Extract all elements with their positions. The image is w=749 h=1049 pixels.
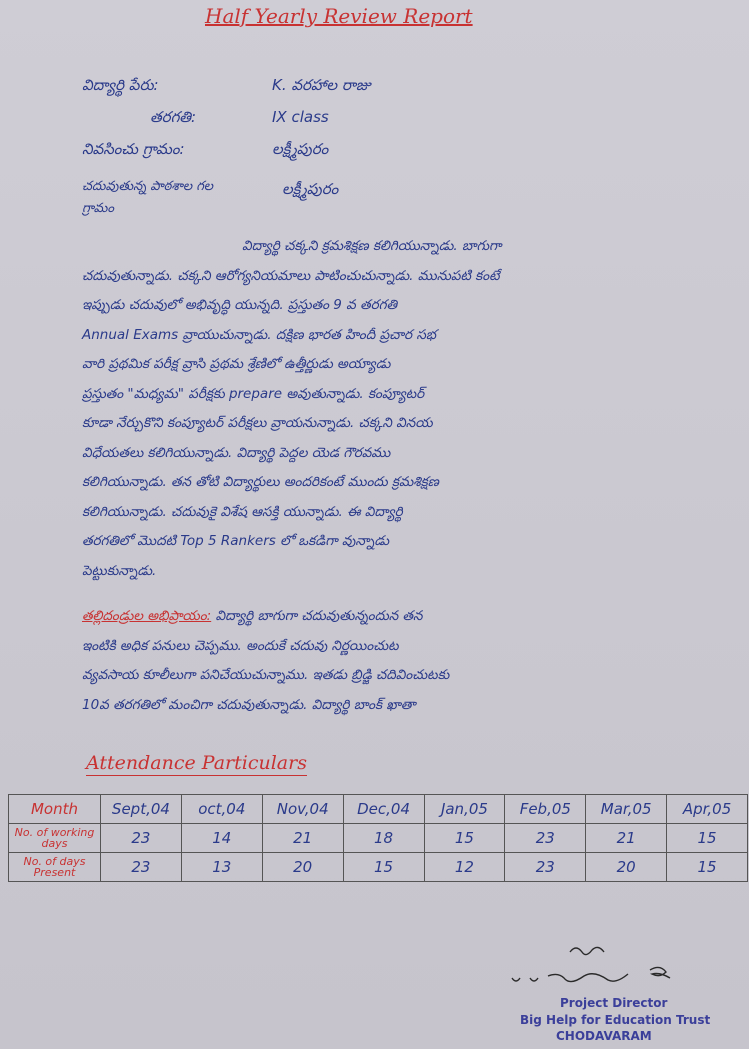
para-line: విధేయతలు కలిగియున్నాడు. విద్యార్థి పెద్దల యెడ గౌరవము — [82, 444, 391, 461]
table-row-months — [9, 795, 748, 824]
table-header: Mar,05 — [586, 795, 667, 824]
table-cell: 20 — [586, 853, 667, 882]
field-label: చదువుతున్న పాఠశాల గల గ్రామం — [82, 179, 213, 216]
table-header: oct,04 — [181, 795, 262, 824]
para-line: విద్యార్థి చక్కని క్రమశిక్షణ కలిగియున్నాడు. బాగుగా — [242, 238, 502, 254]
table-header: Sept,04 — [101, 795, 182, 824]
table-cell: 12 — [424, 853, 505, 882]
table-row-working-days — [9, 824, 748, 853]
table-cell: 23 — [505, 853, 586, 882]
field-student-name — [82, 76, 371, 98]
para-line — [82, 602, 722, 632]
handwritten-signature — [508, 938, 688, 998]
para-line: వారి ప్రథమిక పరీక్ష వ్రాసి ప్రథమ శ్రేణిలో ఉత్తీర్ణుడు అయ్యాడు — [82, 356, 391, 372]
table-cell: 23 — [505, 824, 586, 853]
para-line: వ్యవసాయ కూలీలుగా పనిచేయుచున్నాము. ఇతడు బ్రిడ్జి చదివించుటకు — [82, 667, 450, 683]
para-line: కలిగియున్నాడు. చదువుకై విశేష ఆసక్తి యున్నాడు. ఈ విద్యార్థి — [82, 503, 403, 520]
table-row-label: No. of working days — [9, 824, 101, 853]
field-label: నివసించు గ్రామం: — [82, 140, 185, 158]
table-cell: 23 — [101, 853, 182, 882]
field-value: లక్ష్మీపురం — [282, 180, 339, 198]
signature-place: CHODAVARAM — [556, 1029, 652, 1043]
table-cell: 21 — [262, 824, 343, 853]
table-cell: 14 — [181, 824, 262, 853]
field-value: లక్ష్మీపురం — [272, 140, 329, 158]
table-header: Nov,04 — [262, 795, 343, 824]
table-cell: 20 — [262, 853, 343, 882]
table-header: Feb,05 — [505, 795, 586, 824]
parents-opinion-heading: తల్లిదండ్రుల అభిప్రాయం: — [82, 608, 212, 624]
field-value: IX class — [272, 108, 329, 126]
para-line: ప్రస్తుతం "మధ్యమ" పరీక్షకు prepare అవుతున్నాడు. కంప్యూటర్ — [82, 385, 425, 402]
para-line: చదువుతున్నాడు. చక్కని ఆరోగ్యనియమాలు పాటించుచున్నాడు. మునుపటి కంటే — [82, 267, 500, 284]
table-cell: 21 — [586, 824, 667, 853]
para-line: కూడా నేర్చుకొని కంప్యూటర్ పరీక్షలు వ్రాయనున్నాడు. చక్కని వినయ — [82, 415, 433, 431]
table-row-label: No. of days Present — [9, 853, 101, 882]
table-header: Jan,05 — [424, 795, 505, 824]
attendance-heading: Attendance Particulars — [86, 752, 307, 774]
field-village — [82, 140, 329, 162]
signature-org: Big Help for Education Trust — [520, 1013, 711, 1027]
field-value: K. వరహాల రాజు — [272, 76, 371, 94]
field-label: విద్యార్థి పేరు: — [82, 76, 159, 94]
table-row-days-present — [9, 853, 748, 882]
para-line: కలిగియున్నాడు. తన తోటి విద్యార్థులు అందరికంటే ముందు క్రమశిక్షణ — [82, 474, 439, 490]
field-label: తరగతి: — [150, 108, 197, 126]
table-header: Apr,05 — [667, 795, 748, 824]
review-paragraph — [82, 232, 722, 586]
field-class — [150, 108, 329, 130]
para-line: Annual Exams వ్రాయుచున్నాడు. దక్షిణ భారత హిందీ ప్రచార సభ — [82, 326, 436, 343]
field-school-village — [82, 176, 339, 220]
table-header-month: Month — [9, 795, 101, 824]
table-cell: 13 — [181, 853, 262, 882]
para-line: తరగతిలో మొదటి Top 5 Rankers లో ఒకడిగా వున్నాడు — [82, 533, 390, 549]
para-line: 10వ తరగతిలో మంచిగా చదువుతున్నాడు. విద్యార్థి బాంక్ ఖాతా — [82, 696, 416, 713]
table-cell: 15 — [343, 853, 424, 882]
table-cell: 18 — [343, 824, 424, 853]
report-title: Half Yearly Review Report — [205, 4, 473, 28]
table-cell: 15 — [424, 824, 505, 853]
table-cell: 15 — [667, 824, 748, 853]
parents-opinion-paragraph — [82, 602, 722, 720]
para-line: పెట్టుకున్నాడు. — [82, 562, 157, 579]
table-cell: 15 — [667, 853, 748, 882]
signature-role: Project Director — [560, 996, 668, 1010]
para-line: ఇప్పుడు చదువులో అభివృద్ధి యున్నది. ప్రస్తుతం 9 వ తరగతి — [82, 297, 398, 313]
table-header: Dec,04 — [343, 795, 424, 824]
para-line-text: విద్యార్థి బాగుగా చదువుతున్నందున తన — [211, 608, 423, 624]
attendance-table — [8, 794, 748, 882]
para-line: ఇంటికి అధిక పనులు చెప్పము. అందుకే చదువు నిర్ణయించుట — [82, 637, 399, 654]
table-cell: 23 — [101, 824, 182, 853]
